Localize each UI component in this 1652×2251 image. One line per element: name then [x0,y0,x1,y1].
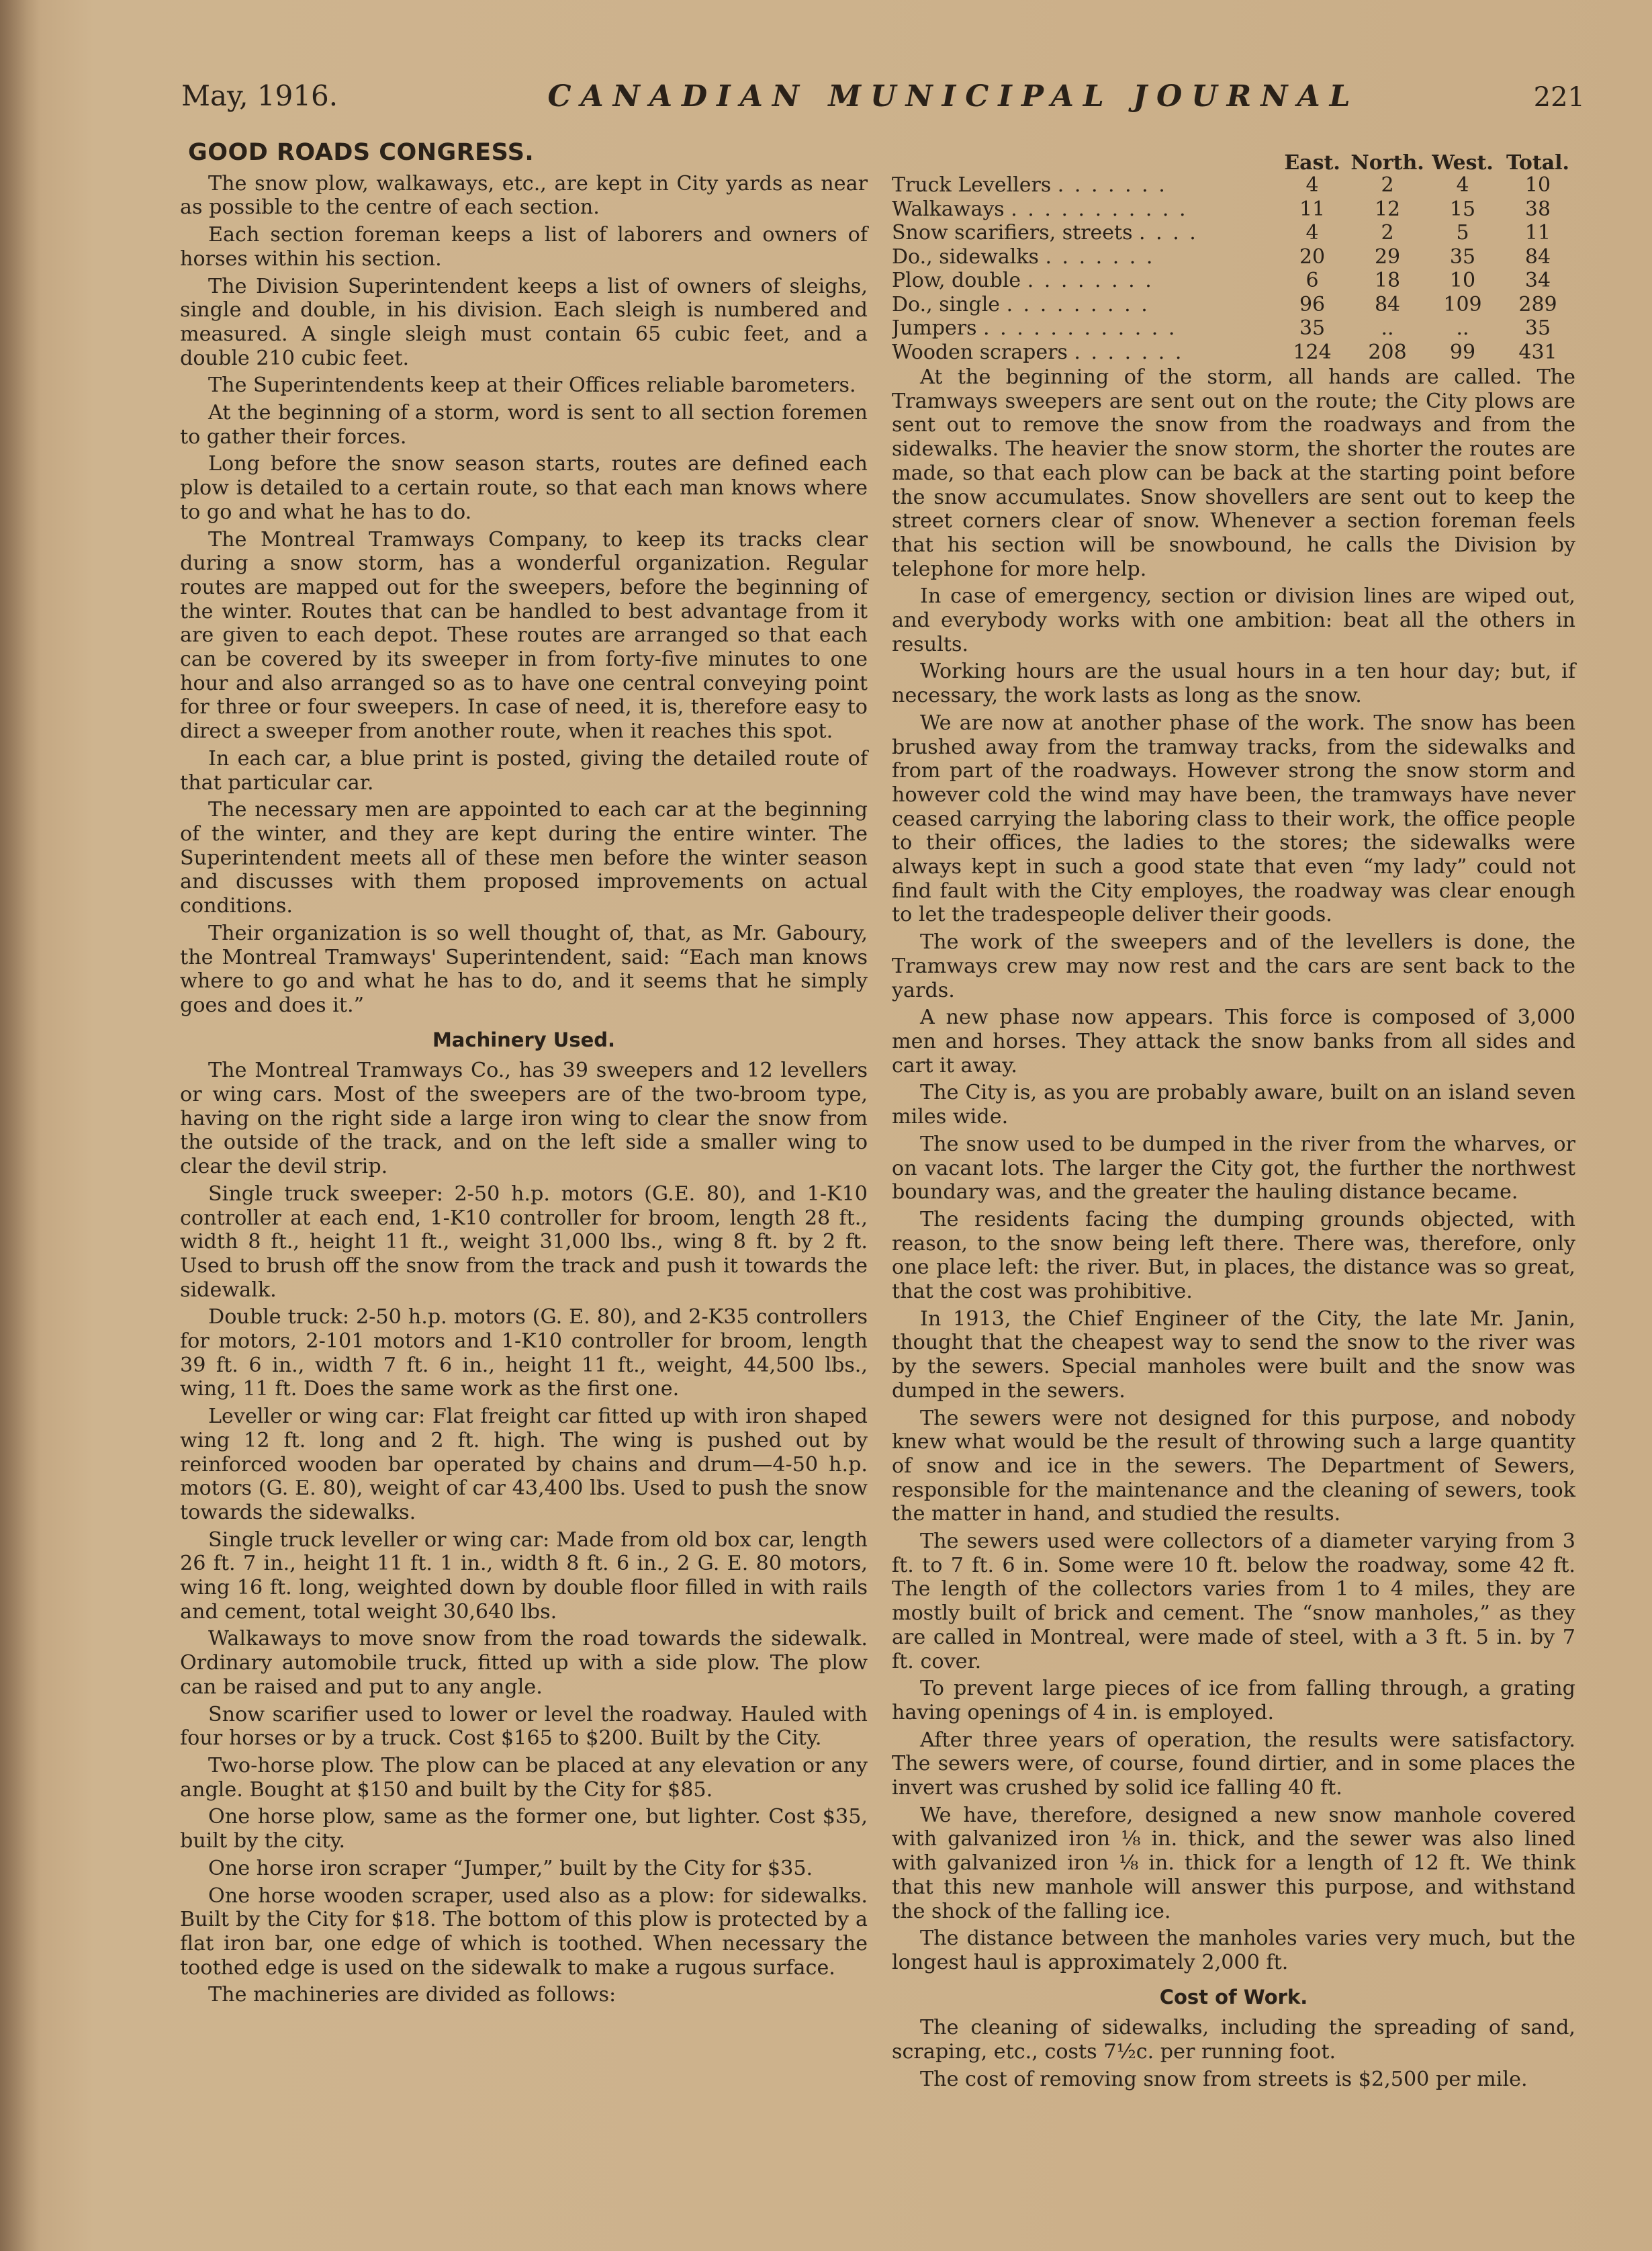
row-leader-dots: . . . . . . . . . . . [1011,197,1188,221]
paragraph: Their organization is so well thought of, that, as Mr. Gaboury, the Montreal Tramways' Superintendent, said: “Each man knows where to go and what he has to do, and it seems that he simply goes and does it.” [180,921,868,1017]
cell-west: 15 [1449,197,1476,221]
page-header [181,79,1585,126]
cell-north: 208 [1368,340,1407,364]
cell-total: 84 [1524,245,1551,269]
cell-east: 6 [1305,269,1319,292]
row-label: Wooden scrapers [892,340,1068,364]
intro-paragraphs [180,172,868,1018]
row-leader-dots: . . . . [1139,221,1198,245]
right-paragraphs [892,365,1575,1975]
cell-total: 10 [1524,173,1551,197]
row-label: Truck Levellers [892,173,1052,197]
row-label-cell [892,293,1275,317]
paragraph: Long before the snow season starts, routes are defined each plow is detailed to a certain route, so that each man knows where to go and what he has to do. [180,452,868,524]
table-column-header: North. [1350,151,1424,175]
paragraph: Snow scarifier used to lower or level the roadway. Hauled with four horses or by a truck. Cost $165 to $200. Built by the City. [180,1702,868,1751]
table-column-header: East. [1284,151,1340,175]
paragraph: To prevent large pieces of ice from falling through, a grating having openings of 4 in. is employed. [892,1677,1575,1724]
paragraph: The snow used to be dumped in the river from the wharves, or on vacant lots. The larger the City got, the further the northwest boundary was, and the greater the hauling distance became. [892,1132,1575,1204]
row-label: Do., sidewalks [892,245,1039,269]
row-label-cell [892,245,1275,269]
table-row [892,341,1575,365]
cell-west: .. [1456,316,1469,340]
cost-heading: Cost of Work. [1159,1985,1308,2009]
cell-total: 11 [1524,221,1551,245]
row-leader-dots: . . . . . . . . [1027,269,1154,292]
paragraph: Working hours are the usual hours in a ten hour day; but, if necessary, the work lasts as long as the snow. [892,660,1575,708]
row-label-cell [892,269,1275,293]
paragraph: The sewers used were collectors of a diameter varying from 3 ft. to 7 ft. 6 in. Some were 10 ft. below the roadway, some 42 ft. The length of the collectors varies from 1 to 4 miles, they are mostly built of brick and cement. The “snow manholes,” as they are called in Montreal, were made of steel, with a 3 ft. 5 in. by 7 ft. cover. [892,1530,1575,1673]
row-label-cell [892,316,1275,341]
table-body [892,173,1575,364]
paragraph: At the beginning of the storm, all hands are called. The Tramways sweepers are sent out on the route; the City plows are sent out to remove the snow from the roadways and from the sidewalks. The heavier the snow storm, the shorter the routes are made, so that each plow can be back at the starting point before the snow accumulates. Snow shovellers are sent out to keep the street corners clear of snow. Whenever a section foreman feels that his section will be snowbound, he calls the Division by telephone for more help. [892,365,1575,581]
paragraph: Single truck sweeper: 2-50 h.p. motors (G.E. 80), and 1-K10 controller at each end, 1-K10 controller for broom, length 28 ft., width 8 ft., height 11 ft., weight 31,000 lbs., wing 8 ft. by 2 ft. Used to brush off the snow from the track and push it towards the sidewalk. [180,1182,868,1302]
paragraph: Each section foreman keeps a list of laborers and owners of horses within his section. [180,223,868,271]
paragraph: The residents facing the dumping grounds objected, with reason, to the snow being left there. There was, therefore, only one place left: the river. But, in places, the distance was so great, that the cost was prohibitive. [892,1207,1575,1304]
cell-north: 84 [1374,292,1401,316]
row-label-cell [892,197,1275,222]
binding-shadow [0,0,40,2251]
cell-total: 34 [1524,269,1551,292]
paragraph: We have, therefore, designed a new snow manhole covered with galvanized iron ⅛ in. thick, and the sewer was also lined with galvanized iron ⅛ in. thick for a length of 12 ft. We think that this new manhole will answer this purpose, and withstand the shock of the falling ice. [892,1803,1575,1923]
article-title: GOOD ROADS CONGRESS. [188,139,535,166]
row-label-cell [892,221,1275,245]
machinery-paragraphs [180,1059,868,2007]
paragraph: The sewers were not designed for this purpose, and nobody knew what would be the result of throwing such a large quantity of snow and ice in the sewers. The Department of Sewers, responsible for the maintenance and the cleaning of sewers, took the matter in hand, and studied the results. [892,1406,1575,1526]
row-label-cell [892,173,1275,197]
cell-east: 96 [1299,292,1326,316]
paragraph: In 1913, the Chief Engineer of the City, the late Mr. Janin, thought that the cheapest way to send the snow to the river was by the sewers. Special manholes were built and the snow was dumped in the sewers. [892,1307,1575,1403]
paragraph: One horse wooden scraper, used also as a plow: for sidewalks. Built by the City for $18. The bottom of this plow is protected by a flat iron bar, one edge of which is toothed. When necessary the toothed edge is used on the sidewalk to make a rugous surface. [180,1884,868,1980]
paragraph: After three years of operation, the results were satisfactory. The sewers were, of course, found dirtier, and in some places the invert was crushed by solid ice falling 40 ft. [892,1728,1575,1800]
table-column-header: Total. [1506,151,1569,175]
header-date: May, 1916. [181,79,338,112]
journal-title: CANADIAN MUNICIPAL JOURNAL [547,79,1360,114]
row-leader-dots: . . . . . . . [1045,245,1155,269]
table-row [892,173,1575,197]
cell-total: 289 [1518,292,1557,316]
cell-east: 124 [1293,340,1332,364]
paragraph: The machineries are divided as follows: [208,1983,616,2007]
paragraph: The cost of removing snow from streets is $2,500 per mile. [920,2067,1528,2091]
machinery-table [892,153,1575,364]
table-row [892,197,1575,222]
cell-north: 2 [1381,221,1394,245]
cell-east: 20 [1299,245,1326,269]
paragraph: The City is, as you are probably aware, built on an island seven miles wide. [892,1081,1575,1129]
row-label: Walkaways [892,197,1005,221]
cell-west: 5 [1456,221,1469,245]
paragraph: One horse iron scraper “Jumper,” built by the City for $35. [208,1856,813,1880]
paragraph: In case of emergency, section or division lines are wiped out, and everybody works with one ambition: beat all the others in results. [892,584,1575,656]
cell-west: 35 [1449,245,1476,269]
paragraph: The necessary men are appointed to each car at the beginning of the winter, and they are kept during the entire winter. The Superintendent meets all of these men before the winter season and discusses with them proposed improvements on actual conditions. [180,798,868,918]
paragraph: Leveller or wing car: Flat freight car fitted up with iron shaped wing 12 ft. long and 2 ft. high. The wing is pushed out by reinforced wooden bar operated by chains and drum—4-50 h.p. motors (G. E. 80), weight of car 43,400 lbs. Used to push the snow towards the sidewalks. [180,1405,868,1524]
table-row [892,245,1575,269]
cell-north: .. [1381,316,1394,340]
paragraph: The Montreal Tramways Co., has 39 sweepers and 12 levellers or wing cars. Most of the sweepers are of the two-broom type, having on the right side a large iron wing to clear the snow from the outside of the track, and on the left side a smaller wing to clear the devil strip. [180,1059,868,1179]
page-number: 221 [1533,82,1585,113]
cell-north: 18 [1374,269,1401,292]
right-column [892,153,1575,2095]
row-leader-dots: . . . . . . . [1074,340,1184,364]
paragraph: Double truck: 2-50 h.p. motors (G. E. 80), and 2-K35 controllers for motors, 2-101 motors and 1-K10 controller for broom, length 39 ft. 6 in., width 7 ft. 6 in., height 11 ft., weight, 44,500 lbs., wing, 11 ft. Does the same work as the first one. [180,1305,868,1401]
paragraph: At the beginning of a storm, word is sent to all section foremen to gather their forces. [180,401,868,449]
table-header-row [892,153,1575,173]
paragraph: The Montreal Tramways Company, to keep its tracks clear during a snow storm, has a wonderful organization. Regular routes are mapped out for the sweepers, before the beginning of the winter. Routes that can be handled to best advantage from it are given to each depot. These routes are arranged so that each can be covered by its sweeper in from forty-five minutes to one hour and also arranged so as to have one central conveying point for three or four sweepers. In case of need, it is, therefore easy to direct a sweeper from another route, when it reaches this spot. [180,527,868,744]
cell-north: 2 [1381,173,1394,197]
table-row [892,316,1575,341]
paragraph: The cleaning of sidewalks, including the spreading of sand, scraping, etc., costs 7½c. per running foot. [892,2016,1575,2064]
row-leader-dots: . . . . . . . . . [1006,292,1150,316]
cell-east: 4 [1305,173,1319,197]
paragraph: Walkaways to move snow from the road towards the sidewalk. Ordinary automobile truck, fitted up with a side plow. The plow can be raised and put to any angle. [180,1627,868,1699]
row-leader-dots: . . . . . . . . . . . . [983,316,1177,340]
table-column-header [892,153,1275,173]
left-column [180,141,868,2011]
paragraph: Single truck leveller or wing car: Made from old box car, length 26 ft. 7 in., height 11 ft. 1 in., width 8 ft. 6 in., 2 G. E. 80 motors, wing 16 ft. long, weighted down by double floor filled in with rails and cement, total weight 30,640 lbs. [180,1528,868,1624]
paragraph: The Division Superintendent keeps a list of owners of sleighs, single and double, in his division. Each sleigh is numbered and measured. A single sleigh must contain 65 cubic feet, and a double 210 cubic feet. [180,274,868,370]
row-label-cell [892,341,1275,365]
row-label: Do., single [892,292,1001,316]
machinery-heading: Machinery Used. [432,1028,616,1051]
cell-total: 431 [1518,340,1557,364]
cost-paragraphs [892,2016,1575,2091]
cell-east: 35 [1299,316,1326,340]
paragraph: The distance between the manholes varies very much, but the longest haul is approximately 2,000 ft. [892,1927,1575,1974]
table-column-header: West. [1432,151,1494,175]
row-label: Plow, double [892,269,1021,292]
cell-north: 12 [1374,197,1401,221]
paragraph: Two-horse plow. The plow can be placed at any elevation or any angle. Bought at $150 and built by the City for $85. [180,1754,868,1802]
paragraph: In each car, a blue print is posted, giving the detailed route of that particular car. [180,746,868,795]
row-leader-dots: . . . . . . . [1057,173,1167,197]
table-row [892,221,1575,245]
table-row [892,269,1575,293]
cell-west: 109 [1443,292,1482,316]
paragraph: A new phase now appears. This force is composed of 3,000 men and horses. They attack the snow banks from all sides and cart it away. [892,1006,1575,1077]
cell-west: 10 [1449,269,1476,292]
cell-west: 99 [1449,340,1476,364]
cell-total: 38 [1524,197,1551,221]
paragraph: The snow plow, walkaways, etc., are kept in City yards as near as possible to the centre of each section. [180,171,868,220]
paragraph: One horse plow, same as the former one, but lighter. Cost $35, built by the city. [180,1805,868,1853]
row-label: Jumpers [892,316,977,340]
table-row [892,293,1575,317]
cell-west: 4 [1456,173,1469,197]
cell-east: 11 [1299,197,1326,221]
cell-east: 4 [1305,221,1319,245]
cell-north: 29 [1374,245,1401,269]
paragraph: The Superintendents keep at their Offices reliable barometers. [208,373,856,398]
cell-total: 35 [1524,316,1551,340]
paragraph: We are now at another phase of the work. The snow has been brushed away from the tramway tracks, from the sidewalks and from part of the roadways. However strong the snow storm and however cold the wind may have been, the tramways have never ceased carrying the laboring class to their work, the office people to their offices, the ladies to the stores; the sidewalks were always kept in such a good state that even “my lady” could not find fault with the City employes, the roadway was clear enough to let the tradespeople deliver their goods. [892,711,1575,927]
paragraph: The work of the sweepers and of the levellers is done, the Tramways crew may now rest and the cars are sent back to the yards. [892,930,1575,1002]
row-label: Snow scarifiers, streets [892,221,1133,245]
